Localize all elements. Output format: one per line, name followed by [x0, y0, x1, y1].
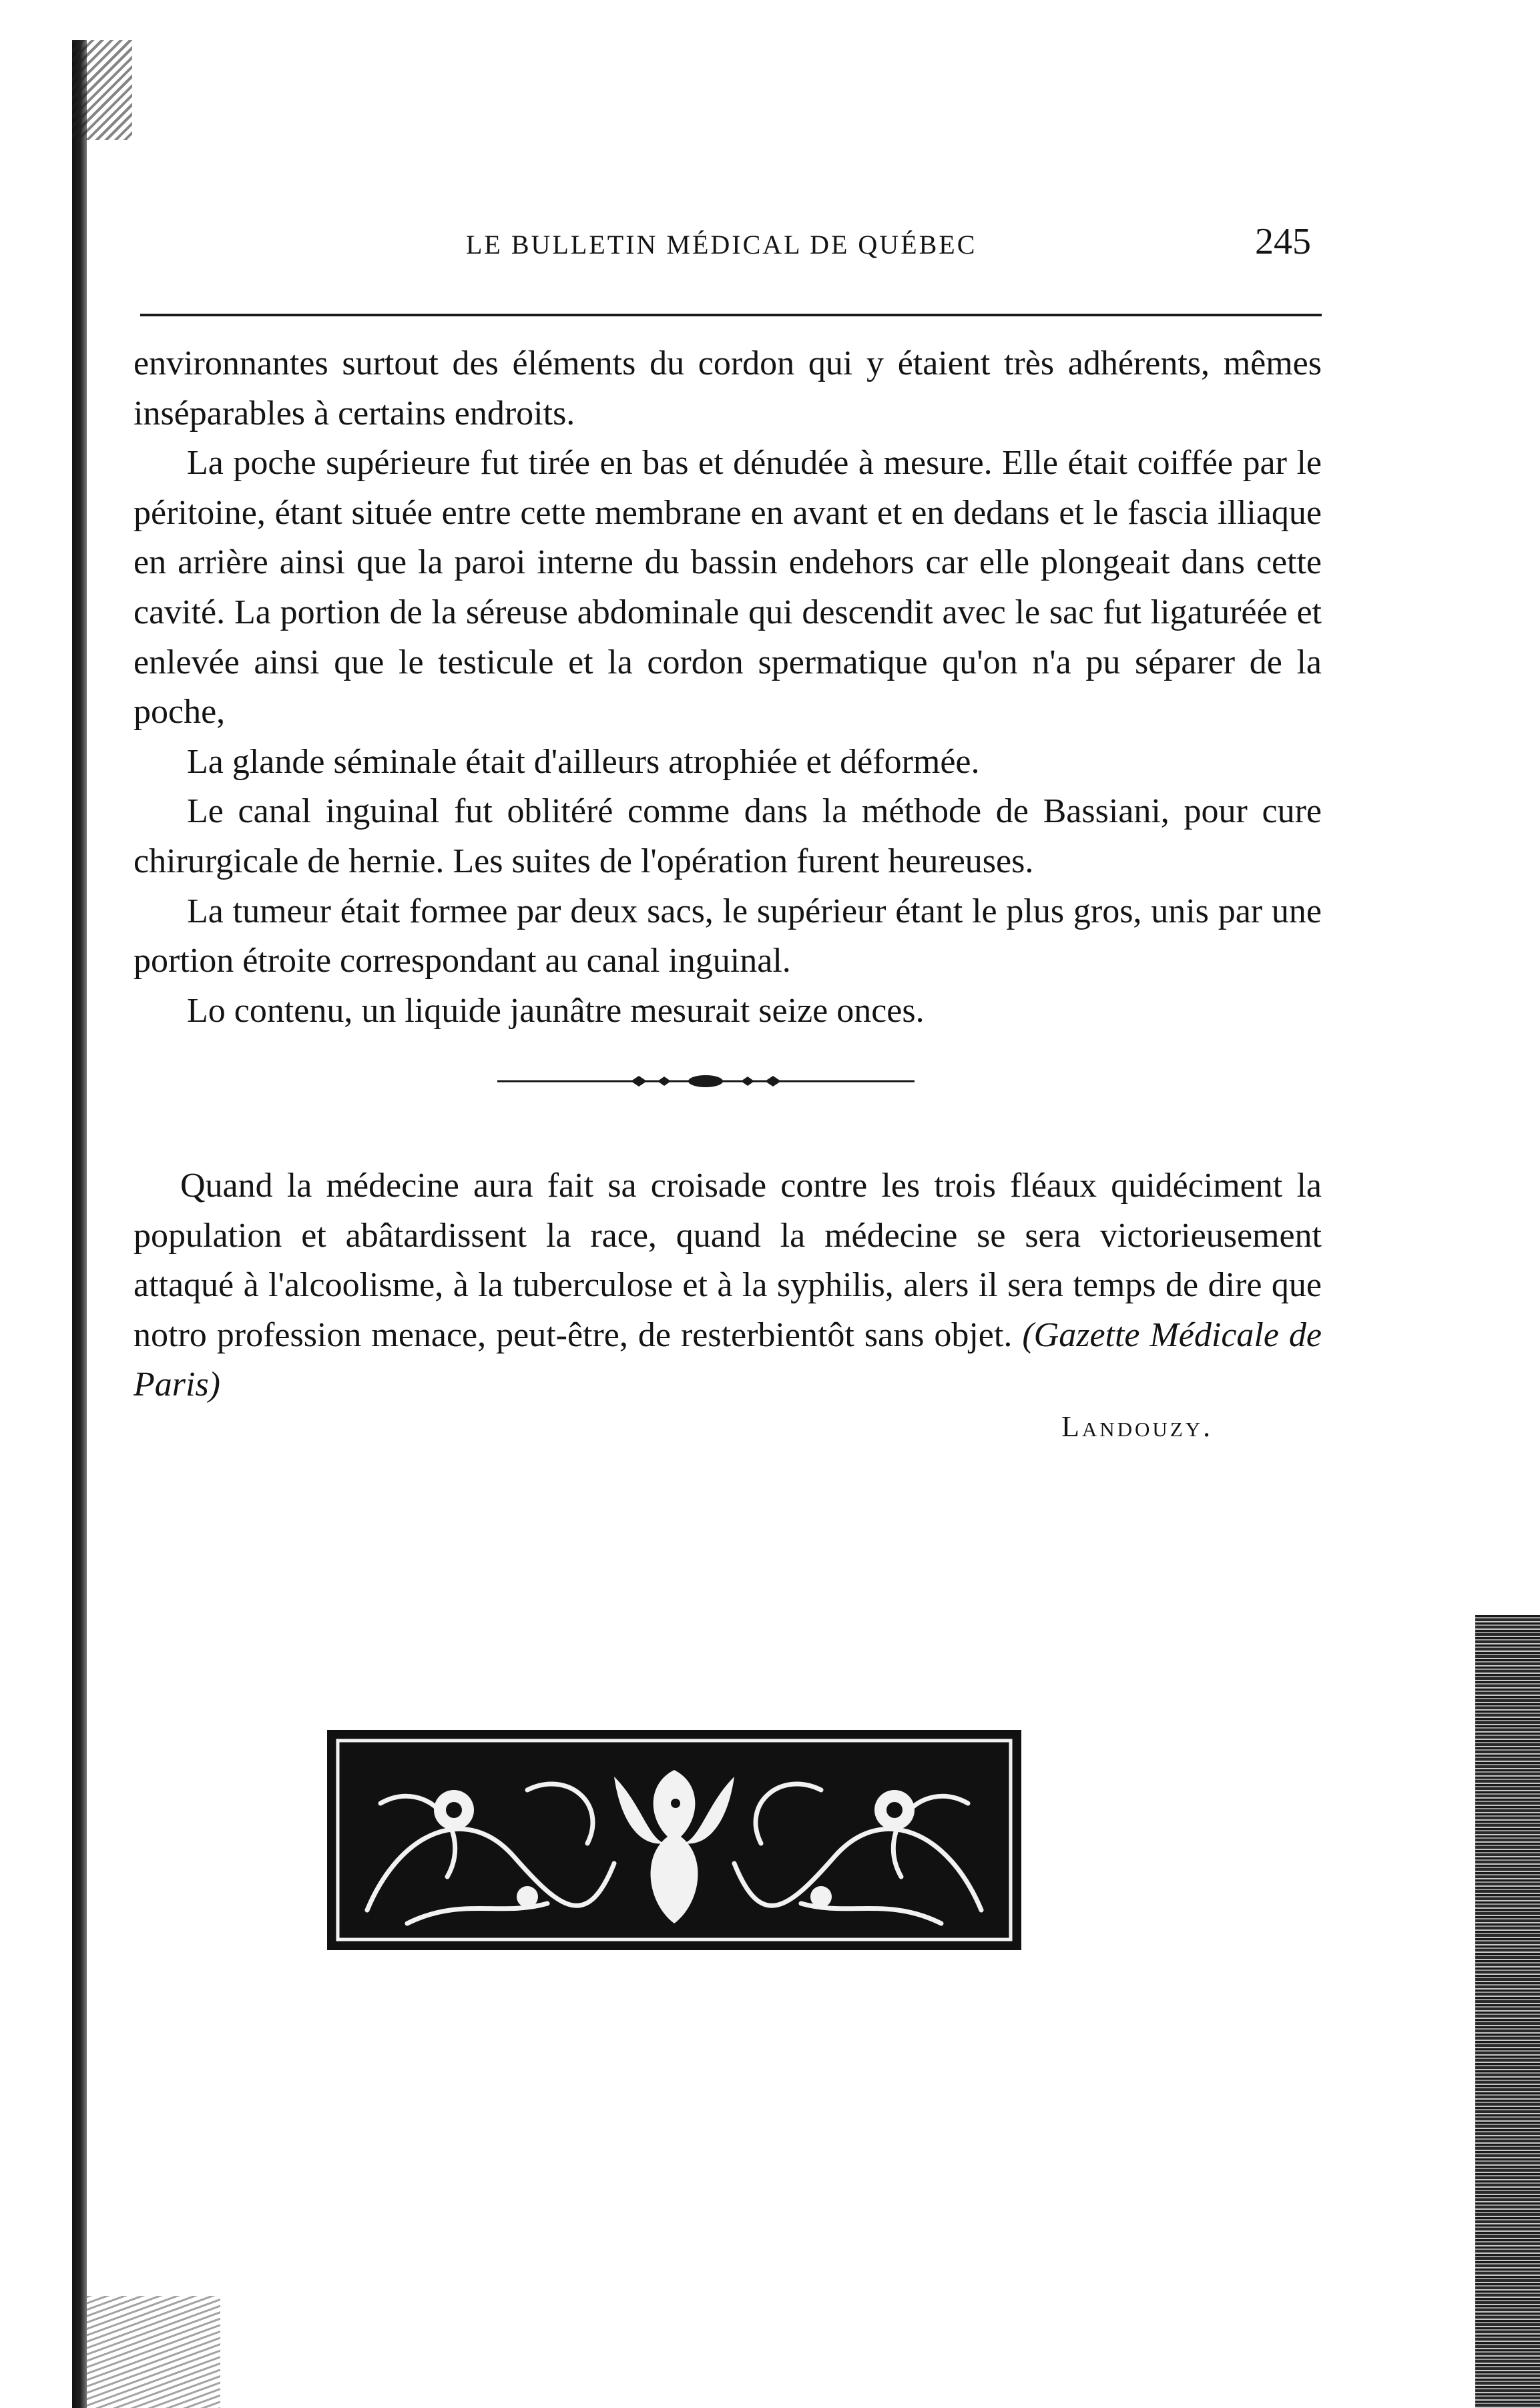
scan-binding-edge — [72, 40, 87, 2408]
scan-noise-bottom — [87, 2296, 220, 2408]
page-number: 245 — [1255, 221, 1311, 262]
scan-noise-top — [72, 40, 132, 140]
quotation-citation: (Gazette Médicale de Paris) — [134, 1315, 1322, 1404]
running-header: LE BULLETIN MÉDICAL DE QUÉBEC — [466, 230, 977, 260]
scan-noise-right — [1475, 1615, 1540, 2408]
woodcut-ornament — [327, 1730, 1021, 1950]
paragraph: La glande séminale était d'ailleurs atrophiée et déformée. — [187, 742, 980, 781]
author-signature: Landouzy. — [1061, 1410, 1214, 1443]
header-rule — [140, 314, 1322, 316]
paragraph: La tumeur était formee par deux sacs, le supérieur étant le plus gros, unis par une portion étroite correspondant au canal inguinal. — [134, 892, 1322, 980]
quotation — [134, 1161, 1322, 1410]
quotation-text: Quand la médecine aura fait sa croisade contre les trois fléaux quidéciment la population et abâtardissent la race, quand la médecine se sera victorieusement attaqué à l'alcoolisme, à la tuberculose et à la syphilis, alers il sera temps de dire que notro profession menace, peut-être, de resterbientôt sans objet. — [134, 1167, 1322, 1354]
ornamental-separator — [497, 1068, 915, 1095]
paragraph: La poche supérieure fut tirée en bas et dénudée à mesure. Elle était coiffée par le péritoine, étant située entre cette membrane en avant et en dedans et le fascia illiaque en arrière ainsi que la paroi interne du bassin endehors car elle plongeait dans cette cavité. La portion de la séreuse abdominale qui descendit avec le sac fut ligaturéée et enlevée ainsi que le testicule et la cordon spermatique qu'on n'a pu séparer de la poche, — [134, 444, 1322, 731]
paragraph: Le canal inguinal fut oblitéré comme dans la méthode de Bassiani, pour cure chirurgicale de hernie. Les suites de l'opération furent heureuses. — [134, 792, 1322, 880]
paragraph: Lo contenu, un liquide jaunâtre mesurait seize onces. — [187, 991, 925, 1030]
paragraph: environnantes surtout des éléments du cordon qui y étaient très adhérents, mêmes inséparables à certains endroits. — [134, 344, 1322, 432]
article-body — [134, 339, 1322, 1036]
